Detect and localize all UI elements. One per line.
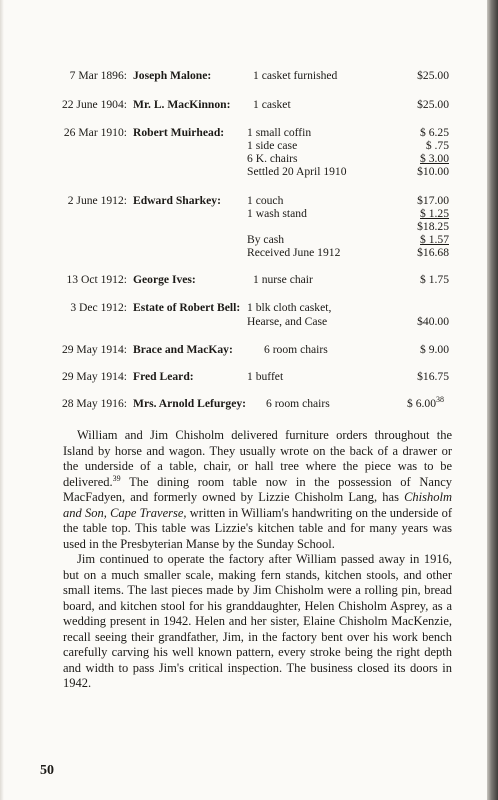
entry-amount: $25.00 (417, 98, 449, 111)
entry-amount-value: $ 6.00 (407, 397, 436, 410)
entry-amount: $ 1.75 (420, 273, 449, 286)
text-run: William and Jim Chisholm delivered furniture orders throughout the Island by horse and wagon. They usually wrote on the back of a drawer or the underside of a table, chair, or hall tree where the piece was to be delivered. (63, 428, 452, 489)
paragraph: Jim continued to operate the factory after William passed away in 1916, but on a much smaller scale, making fern stands, kitchen stools, and other small items. The last pieces made by Jim Chisholm were a rolling pin, bread board, and kitchen stool for his granddaughter, Helen Chisholm Asprey, as a wedding present in 1942. Helen and her sister, Elaine Chisholm MacKenzie, recall seeing their grandfather, Jim, in the factory bent over his work bench carefully carving his well known pattern, every stroke being the right depth and width to pass Jim's critical inspection. The business closed its doors in 1942. (63, 552, 452, 690)
entry-amount: $25.00 (417, 69, 449, 82)
footnote-ref: 38 (436, 395, 444, 405)
entry-item: 6 room chairs (264, 343, 328, 356)
entry-settlement: Received June 1912 (247, 246, 341, 259)
entry-amount (407, 397, 444, 411)
entry-item: 1 casket (253, 98, 291, 111)
entry-amount: $ 3.00 (420, 152, 449, 165)
entry-date: 7 Mar 1896: (69, 69, 127, 82)
entry-customer: Brace and MacKay: (133, 343, 233, 356)
entry-amount: $ .75 (425, 139, 449, 152)
footnote-ref: 39 (112, 473, 121, 483)
entry-date: 13 Oct 1912: (66, 273, 127, 286)
entry-item: 1 small coffin (247, 126, 312, 139)
entry-date: 22 June 1904: (61, 98, 127, 111)
page-number: 50 (40, 763, 54, 778)
entry-settlement: Settled 20 April 1910 (247, 165, 347, 178)
entry-amount: $ 1.25 (420, 207, 449, 220)
page-shadow-left (0, 0, 4, 800)
entry-date: 2 June 1912: (67, 194, 127, 207)
entry-customer: Estate of Robert Bell: (133, 301, 241, 314)
entry-customer: Fred Leard: (133, 370, 194, 383)
entry-date: 29 May 1914: (61, 370, 127, 383)
entry-item: 1 side case (247, 139, 298, 152)
entry-customer: Mr. L. MacKinnon: (133, 98, 231, 111)
entry-customer: Edward Sharkey: (133, 194, 221, 207)
entry-customer: Mrs. Arnold Lefurgey: (133, 397, 247, 410)
entry-payment: By cash (247, 233, 285, 246)
entry-item: 1 casket furnished (253, 69, 338, 82)
body-text (63, 428, 452, 692)
entry-date: 28 May 1916: (61, 397, 127, 410)
entry-customer: Joseph Malone: (133, 69, 212, 82)
text-run: written in William's handwriting on the underside of the table top. This table was Lizzie's kitchen table and for many years was used in the Presbyterian Manse by the Sunday School. (63, 505, 453, 551)
entry-amount: $ 9.00 (420, 343, 449, 356)
entry-item: Hearse, and Case (247, 315, 328, 328)
entry-customer: Robert Muirhead: (133, 126, 225, 139)
text-run: The dining room table now in the possession of Nancy MacFadyen, and formerly owned by Lizzie Chisholm Lang, has (63, 474, 452, 504)
paragraph (63, 428, 452, 552)
entry-item: 1 couch (247, 194, 284, 207)
entry-date: 29 May 1914: (61, 343, 127, 356)
entry-date: 26 Mar 1910: (63, 126, 127, 139)
entry-subtotal: $18.25 (417, 220, 449, 233)
entry-amount: $ 6.25 (420, 126, 449, 139)
entry-item: 6 room chairs (266, 397, 330, 410)
italic-text: Chisholm and Son, Cape Traverse, (63, 490, 452, 520)
entry-amount: $40.00 (417, 315, 449, 328)
entry-customer: George Ives: (133, 273, 196, 286)
entry-date: 3 Dec 1912: (70, 301, 127, 314)
book-gutter-edge (487, 0, 498, 800)
entry-total: $10.00 (417, 165, 449, 178)
entry-amount: $ 1.57 (420, 233, 449, 246)
entry-item: 1 blk cloth casket, (247, 301, 332, 314)
entry-item: 6 K. chairs (247, 152, 298, 165)
entry-item: 1 buffet (247, 370, 284, 383)
entry-amount: $16.75 (417, 370, 449, 383)
entry-item: 1 nurse chair (253, 273, 313, 286)
entry-total: $16.68 (417, 246, 449, 259)
entry-item: 1 wash stand (247, 207, 307, 220)
entry-amount: $17.00 (417, 194, 449, 207)
